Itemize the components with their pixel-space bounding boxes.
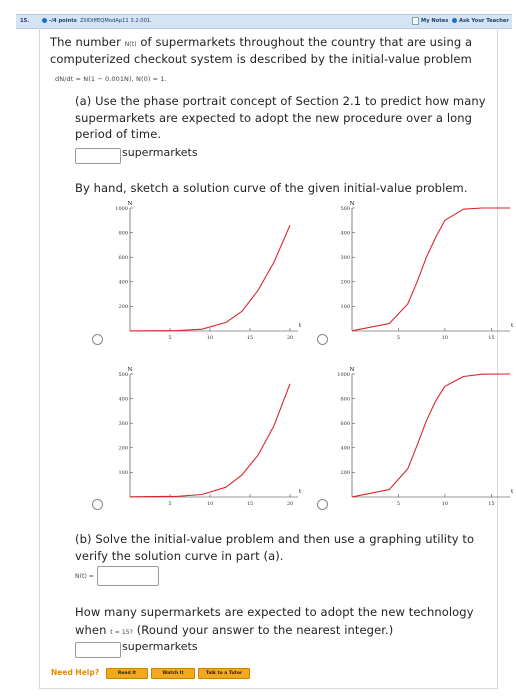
need-help-label: Need Help? [51, 668, 100, 677]
intro-line1: The number N(t) of supermarkets throughout the country that are using a [50, 35, 473, 49]
y-tick-label: 100 [118, 470, 128, 477]
y-tick-label: 500 [340, 205, 350, 212]
y-tick-label: 300 [118, 421, 128, 427]
x-tick-label: 5 [396, 335, 401, 341]
y-tick-label: 600 [340, 421, 350, 427]
y-tick-label: 400 [118, 396, 128, 403]
x-tick-label: 10 [206, 501, 214, 507]
radio-option-2[interactable] [317, 334, 328, 345]
header-actions [412, 15, 509, 28]
y-tick-label: 300 [340, 255, 350, 261]
y-tick-label: 400 [340, 445, 350, 452]
chart-option-3 [108, 364, 308, 509]
solution-curve [352, 374, 510, 497]
my-notes-link[interactable]: My Notes [421, 18, 449, 24]
x-axis-label: t [511, 323, 514, 329]
x-axis-label: t [511, 489, 514, 495]
part-b-line2: verify the solution curve in part (a). [75, 549, 284, 563]
nt-answer-input[interactable] [97, 566, 159, 586]
sketch-prompt: By hand, sketch a solution curve of the given initial-value problem. [75, 181, 468, 195]
solution-curve [130, 384, 290, 497]
x-tick-label: 10 [441, 501, 449, 507]
y-axis-label: N [349, 201, 355, 207]
nt-label: N(t) = [75, 573, 95, 580]
x-axis-label: t [299, 489, 302, 495]
part-a-unit: supermarkets [122, 146, 198, 159]
part-a-answer-input[interactable] [75, 148, 121, 164]
x-tick-label: 10 [441, 335, 449, 341]
how-many-line2: when t = 15? (Round your answer to the nearest integer.) [75, 623, 394, 637]
watch-it-button[interactable]: Watch It [151, 668, 195, 679]
y-tick-label: 500 [118, 371, 128, 378]
y-axis-label: N [349, 367, 355, 373]
radio-option-1[interactable] [92, 334, 103, 345]
x-tick-label: 20 [286, 335, 294, 341]
info-dot-icon[interactable] [42, 18, 47, 23]
x-tick-label: 5 [168, 335, 172, 341]
y-tick-label: 200 [118, 445, 128, 452]
intro-line2: computerized checkout system is described by the initial-value problem [50, 52, 472, 66]
x-tick-label: 15 [488, 501, 495, 507]
chart-option-4 [330, 364, 516, 509]
y-tick-label: 1000 [337, 371, 350, 378]
y-tick-label: 1000 [115, 205, 128, 212]
x-tick-label: 15 [488, 335, 495, 341]
y-tick-label: 200 [340, 279, 350, 286]
radio-option-3[interactable] [92, 499, 103, 510]
notes-icon [412, 17, 419, 25]
ask-teacher-link[interactable]: Ask Your Teacher [459, 18, 509, 24]
solution-curve [352, 208, 510, 331]
y-tick-label: 200 [118, 304, 128, 311]
how-many-answer-input[interactable] [75, 642, 121, 658]
y-tick-label: 800 [118, 230, 128, 237]
x-tick-label: 5 [168, 501, 172, 507]
y-axis-label: N [127, 201, 133, 207]
x-tick-label: 5 [396, 501, 401, 507]
solution-curve [130, 225, 290, 331]
y-tick-label: 200 [340, 470, 350, 477]
read-it-button[interactable]: Read It [106, 668, 148, 679]
y-tick-label: 400 [118, 279, 128, 286]
x-tick-label: 15 [246, 501, 254, 507]
problem-id: ZillDiffEQModAp11 3.2.001. [80, 18, 152, 24]
radio-option-4[interactable] [317, 499, 328, 510]
ivp-equation: dN/dt = N(1 − 0.001N), N(0) = 1. [55, 75, 167, 83]
x-tick-label: 20 [286, 501, 294, 507]
part-a-line3: period of time. [75, 127, 162, 141]
question-header [16, 14, 512, 29]
part-b-line1: (b) Solve the initial-value problem and then use a graphing utility to [75, 532, 475, 546]
chart-option-1 [108, 198, 308, 343]
y-axis-label: N [127, 367, 133, 373]
ask-teacher-icon [452, 18, 457, 23]
question-number: 15. [20, 18, 30, 24]
y-tick-label: 600 [118, 255, 128, 261]
talk-to-tutor-button[interactable]: Talk to a Tutor [198, 668, 250, 679]
part-a-line1: (a) Use the phase portrait concept of Section 2.1 to predict how many [75, 94, 486, 108]
x-tick-label: 10 [206, 335, 214, 341]
part-a-line2: supermarkets are expected to adopt the new procedure over a long [75, 111, 473, 125]
x-tick-label: 15 [246, 335, 254, 341]
x-axis-label: t [299, 323, 302, 329]
y-tick-label: 100 [340, 304, 350, 311]
points-label: -/4 points ZillDiffEQModAp11 3.2.001. [42, 15, 152, 28]
how-many-unit: supermarkets [122, 640, 198, 653]
how-many-line1: How many supermarkets are expected to adopt the new technology [75, 605, 474, 619]
chart-option-2 [330, 198, 516, 343]
y-tick-label: 800 [340, 396, 350, 403]
y-tick-label: 400 [340, 230, 350, 237]
